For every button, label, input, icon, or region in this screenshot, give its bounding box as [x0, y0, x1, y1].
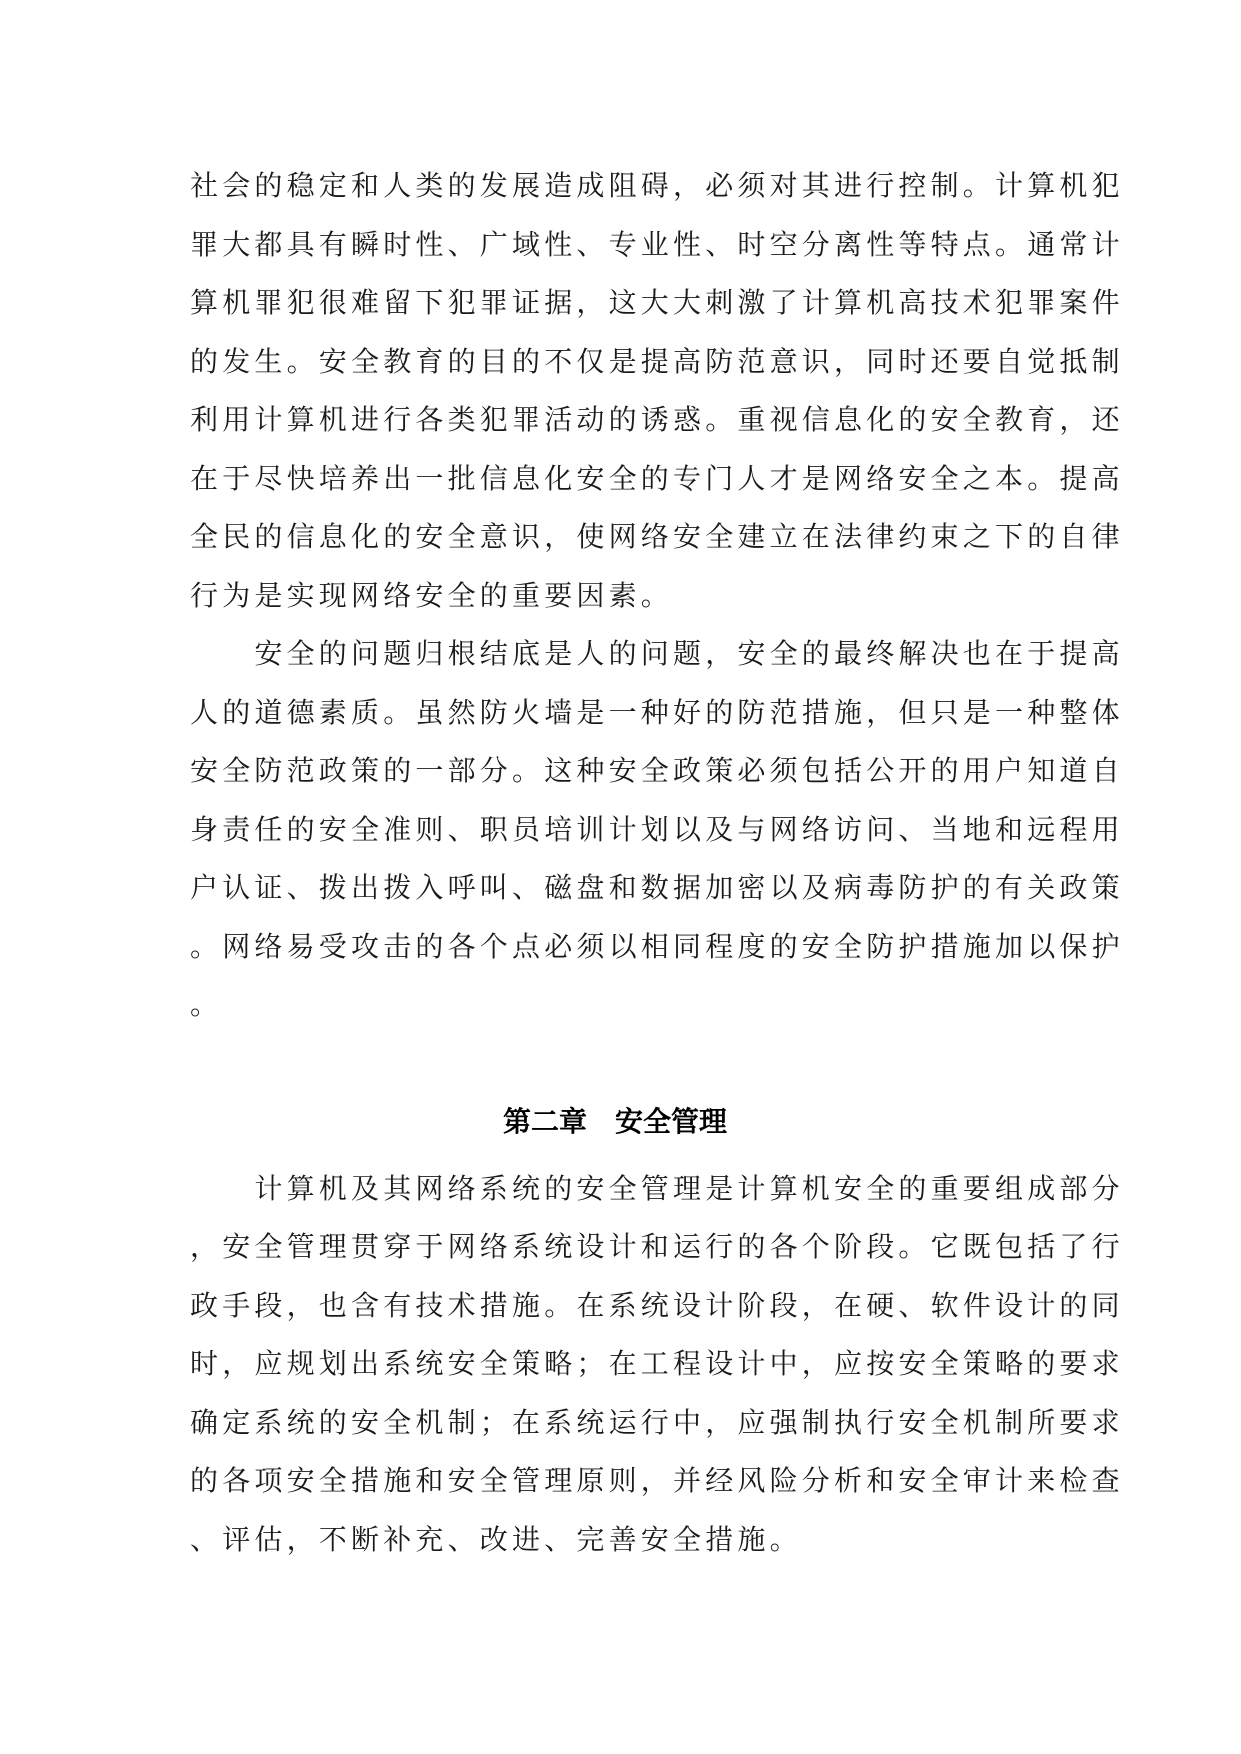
paragraph-line: 利用计算机进行各类犯罪活动的诱惑。重视信息化的安全教育，还: [190, 403, 1124, 436]
paragraph-line: 算机罪犯很难留下犯罪证据，这大大刺激了计算机高技术犯罪案件: [190, 286, 1124, 319]
paragraph-line: 。: [190, 988, 223, 1021]
paragraph-2: [190, 625, 1124, 1035]
paragraph-line: 户认证、拨出拨入呼叫、磁盘和数据加密以及病毒防护的有关政策: [190, 871, 1124, 904]
paragraph-line: 安全的问题归根结底是人的问题，安全的最终解决也在于提高: [190, 637, 1124, 670]
paragraph-3: [190, 1160, 1124, 1570]
paragraph-line: 社会的稳定和人类的发展造成阻碍，必须对其进行控制。计算机犯: [190, 169, 1124, 202]
page-content: [190, 157, 1124, 1569]
paragraph-line: 行为是实现网络安全的重要因素。: [190, 578, 674, 612]
paragraph-line: 时，应规划出系统安全策略；在工程设计中，应按安全策略的要求: [190, 1347, 1124, 1380]
paragraph-line: 身责任的安全准则、职员培训计划以及与网络访问、当地和远程用: [190, 812, 1124, 846]
paragraph-line: ，安全管理贯穿于网络系统设计和运行的各个阶段。它既包括了行: [190, 1230, 1124, 1263]
chapter-title: 第二章 安全管理: [502, 1104, 727, 1138]
chapter-heading-block: [190, 1071, 1040, 1160]
paragraph-line: 罪大都具有瞬时性、广域性、专业性、时空分离性等特点。通常计: [190, 227, 1124, 261]
paragraph-line: 确定系统的安全机制；在系统运行中，应强制执行安全机制所要求: [190, 1405, 1124, 1439]
paragraph-line: 。网络易受攻击的各个点必须以相同程度的安全防护措施加以保护: [190, 929, 1124, 963]
paragraph-line: 全民的信息化的安全意识，使网络安全建立在法律约束之下的自律: [190, 520, 1124, 553]
section-spacer: [190, 1035, 1040, 1071]
paragraph-line: 计算机及其网络系统的安全管理是计算机安全的重要组成部分: [190, 1171, 1124, 1205]
paragraph-line: 的发生。安全教育的目的不仅是提高防范意识，同时还要自觉抵制: [190, 344, 1124, 378]
paragraph-1: [190, 157, 1124, 625]
paragraph-line: 安全防范政策的一部分。这种安全政策必须包括公开的用户知道自: [190, 754, 1124, 787]
paragraph-line: 政手段，也含有技术措施。在系统设计阶段，在硬、软件设计的同: [190, 1288, 1124, 1322]
paragraph-line: 、评估，不断补充、改进、完善安全措施。: [190, 1522, 802, 1556]
paragraph-line: 的各项安全措施和安全管理原则，并经风险分析和安全审计来检查: [190, 1464, 1124, 1497]
paragraph-line: 人的道德素质。虽然防火墙是一种好的防范措施，但只是一种整体: [190, 695, 1124, 729]
paragraph-line: 在于尽快培养出一批信息化安全的专门人才是网络安全之本。提高: [190, 461, 1124, 495]
